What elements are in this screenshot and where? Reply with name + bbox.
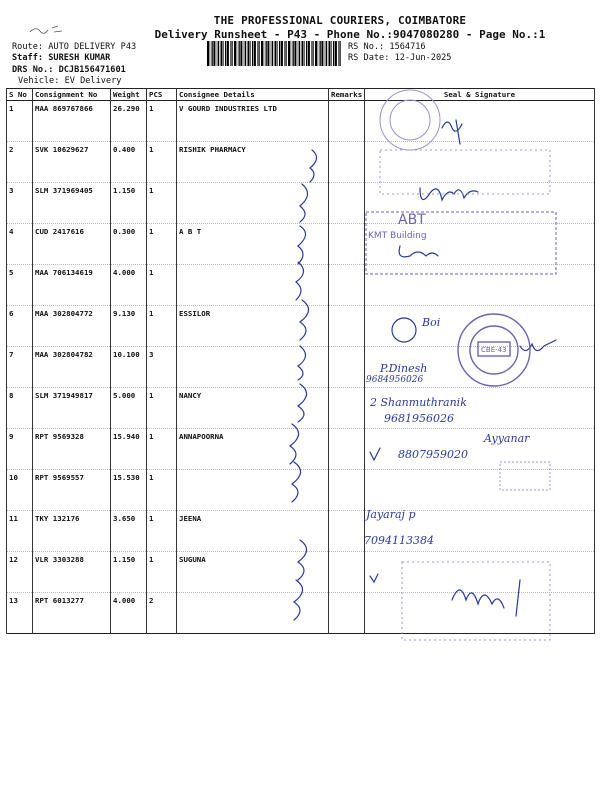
barcode-bar — [333, 41, 334, 66]
barcode-bar — [264, 41, 265, 66]
cell-signature — [365, 511, 595, 552]
barcode-bar — [281, 41, 283, 66]
barcode-bar — [225, 41, 226, 66]
cell-weight: 9.130 — [111, 306, 147, 347]
handwritten-row11-phone: 7094113384 — [364, 534, 434, 547]
cell-signature — [365, 101, 595, 142]
cell-signature — [365, 593, 595, 634]
barcode-bar — [329, 41, 331, 66]
cell-pcs: 1 — [147, 306, 177, 347]
abt-stamp-title: ABT — [398, 212, 426, 228]
column-header-sno: S No — [7, 89, 33, 101]
cell-consignment: SVK 10629627 — [33, 142, 111, 183]
cell-weight: 4.000 — [111, 265, 147, 306]
route-label: Route: AUTO DELIVERY P43 — [12, 42, 137, 52]
column-header-consignment: Consignment No — [33, 89, 111, 101]
barcode-bar — [312, 41, 313, 66]
column-header-weight: Weight — [111, 89, 147, 101]
cell-remarks — [329, 265, 365, 306]
cell-pcs: 1 — [147, 142, 177, 183]
cell-consignment: VLR 3303288 — [33, 552, 111, 593]
cell-pcs: 1 — [147, 388, 177, 429]
cell-consignee: SUGUNA — [177, 552, 329, 593]
barcode-bar — [288, 41, 290, 66]
cell-consignment: MAA 302804782 — [33, 347, 111, 388]
cell-consignment: CUD 2417616 — [33, 224, 111, 265]
handwritten-row8-name: 2 Shanmuthranik — [370, 396, 467, 409]
handwritten-row8-phone: 9681956026 — [384, 412, 454, 425]
cell-remarks — [329, 306, 365, 347]
cell-consignee — [177, 593, 329, 634]
cell-consignee — [177, 265, 329, 306]
cell-remarks — [329, 470, 365, 511]
barcode-bar — [207, 41, 209, 66]
barcode-bar — [279, 41, 280, 66]
barcode-bar — [227, 41, 229, 66]
corner-scribble-mark — [28, 24, 68, 38]
barcode-bar — [298, 41, 299, 66]
cell-pcs: 2 — [147, 593, 177, 634]
table-row — [7, 593, 595, 634]
cell-weight: 15.530 — [111, 470, 147, 511]
cell-consignment: MAA 869767866 — [33, 101, 111, 142]
barcode-bar — [237, 41, 238, 66]
table-row — [7, 552, 595, 593]
barcode-bar — [221, 41, 223, 66]
barcode-bar — [258, 41, 259, 66]
cell-remarks — [329, 183, 365, 224]
cell-consignee: ESSILOR — [177, 306, 329, 347]
barcode-bar — [277, 41, 278, 66]
barcode-bar — [261, 41, 263, 66]
cell-remarks — [329, 224, 365, 265]
table-row — [7, 511, 595, 552]
cell-consignment: RPT 9569557 — [33, 470, 111, 511]
barcode-bar — [318, 41, 319, 66]
cell-consignment: RPT 9569328 — [33, 429, 111, 470]
cell-remarks — [329, 142, 365, 183]
barcode-bar — [254, 41, 256, 66]
barcode-bar — [311, 41, 312, 66]
barcode-bar — [320, 41, 321, 66]
cell-weight: 5.000 — [111, 388, 147, 429]
handwritten-row7-phone: 9684956026 — [366, 375, 424, 385]
cell-pcs: 3 — [147, 347, 177, 388]
barcode-bar — [338, 41, 339, 66]
barcode-bar — [272, 41, 273, 66]
table-row — [7, 306, 595, 347]
cell-consignment: RPT 6013277 — [33, 593, 111, 634]
document-subtitle: Delivery Runsheet - P43 - Phone No.:9047080280 - Page No.:1 — [154, 28, 546, 41]
cell-pcs: 1 — [147, 429, 177, 470]
cell-weight: 3.650 — [111, 511, 147, 552]
cell-consignment: SLM 371949817 — [33, 388, 111, 429]
cell-remarks — [329, 552, 365, 593]
cell-weight: 26.290 — [111, 101, 147, 142]
barcode-bar — [302, 41, 304, 66]
cell-signature — [365, 347, 595, 388]
barcode-bar — [257, 41, 258, 66]
barcode-bar — [321, 41, 323, 66]
handwritten-row7-name: P.Dinesh — [380, 362, 428, 375]
cell-pcs: 1 — [147, 552, 177, 593]
barcode-bar — [275, 41, 277, 66]
barcode-bar — [339, 41, 340, 66]
cell-signature — [365, 265, 595, 306]
barcode-bar — [271, 41, 272, 66]
cell-consignee: ANNAPOORNA — [177, 429, 329, 470]
column-header-pcs: PCS — [147, 89, 177, 101]
column-header-consignee: Consignee Details — [177, 89, 329, 101]
cell-remarks — [329, 593, 365, 634]
barcode-bar — [234, 41, 236, 66]
cell-weight: 15.940 — [111, 429, 147, 470]
rs-date: RS Date: 12-Jun-2025 — [348, 53, 452, 63]
table-row — [7, 265, 595, 306]
barcode-bar — [335, 41, 337, 66]
cell-consignment: MAA 706134619 — [33, 265, 111, 306]
cell-pcs: 1 — [147, 183, 177, 224]
cell-sno: 4 — [7, 224, 33, 265]
staff-label: Staff: SURESH KUMAR — [12, 53, 111, 63]
table-row — [7, 142, 595, 183]
cell-remarks — [329, 511, 365, 552]
barcode-bar — [223, 41, 224, 66]
handwritten-row9-name: Ayyanar — [484, 432, 530, 445]
cell-sno: 8 — [7, 388, 33, 429]
cell-signature — [365, 388, 595, 429]
table-row — [7, 470, 595, 511]
cell-consignee: NANCY — [177, 388, 329, 429]
barcode-bar — [231, 41, 232, 66]
runsheet-table — [6, 88, 595, 634]
cell-signature — [365, 306, 595, 347]
barcode-bar — [331, 41, 332, 66]
cell-pcs: 1 — [147, 511, 177, 552]
table-row — [7, 347, 595, 388]
barcode-bar — [285, 41, 286, 66]
handwritten-row6: Boi — [422, 316, 441, 329]
table-row — [7, 388, 595, 429]
cell-signature — [365, 552, 595, 593]
column-header-remarks: Remarks — [329, 89, 365, 101]
barcode-bar — [212, 41, 213, 66]
barcode-bar — [245, 41, 246, 66]
cell-pcs: 1 — [147, 470, 177, 511]
barcode-bar — [326, 41, 327, 66]
cell-signature — [365, 183, 595, 224]
barcode-bar — [306, 41, 307, 66]
cell-sno: 1 — [7, 101, 33, 142]
barcode-bar — [252, 41, 253, 66]
rs-number: RS No.: 1564716 — [348, 42, 426, 52]
cell-sno: 3 — [7, 183, 33, 224]
barcode-bar — [250, 41, 251, 66]
cell-pcs: 1 — [147, 224, 177, 265]
cell-weight: 10.100 — [111, 347, 147, 388]
essilor-stamp-code: CBE-43 — [481, 346, 507, 354]
barcode-bar — [213, 41, 215, 66]
barcode-bar — [291, 41, 292, 66]
cell-consignment: SLM 371969405 — [33, 183, 111, 224]
barcode-bar — [210, 41, 211, 66]
table-row — [7, 183, 595, 224]
drs-number: DRS No.: DCJB156471601 — [12, 65, 126, 75]
cell-weight: 4.000 — [111, 593, 147, 634]
table-row — [7, 429, 595, 470]
barcode-bar — [248, 41, 250, 66]
cell-weight: 1.150 — [111, 183, 147, 224]
cell-weight: 1.150 — [111, 552, 147, 593]
cell-consignee: JEENA — [177, 511, 329, 552]
barcode-bar — [294, 41, 296, 66]
barcode-bar — [240, 41, 242, 66]
barcode-bar — [266, 41, 267, 66]
cell-signature — [365, 429, 595, 470]
handwritten-row11-name: Jayaraj p — [366, 508, 416, 521]
cell-sno: 9 — [7, 429, 33, 470]
barcode-bar — [239, 41, 240, 66]
cell-remarks — [329, 388, 365, 429]
cell-consignment: TKY 132176 — [33, 511, 111, 552]
barcode-bar — [315, 41, 317, 66]
barcode-bar — [299, 41, 300, 66]
column-header-signature: Seal & Signature — [365, 89, 595, 101]
cell-remarks — [329, 429, 365, 470]
cell-consignee — [177, 470, 329, 511]
cell-consignee: RISHIK PHARMACY — [177, 142, 329, 183]
cell-consignee: A B T — [177, 224, 329, 265]
table-row — [7, 101, 595, 142]
handwritten-row9-phone: 8807959020 — [398, 448, 468, 461]
cell-sno: 11 — [7, 511, 33, 552]
document-title: THE PROFESSIONAL COURIERS, COIMBATORE — [213, 14, 467, 27]
cell-signature — [365, 142, 595, 183]
barcode-bar — [244, 41, 245, 66]
table-row — [7, 224, 595, 265]
cell-signature — [365, 224, 595, 265]
cell-sno: 7 — [7, 347, 33, 388]
barcode-bar — [293, 41, 294, 66]
cell-consignee: V GOURD INDUSTRIES LTD — [177, 101, 329, 142]
cell-remarks — [329, 101, 365, 142]
cell-sno: 12 — [7, 552, 33, 593]
barcode-bar — [267, 41, 269, 66]
cell-signature — [365, 470, 595, 511]
barcode-image — [207, 41, 342, 66]
table-header-row — [7, 89, 595, 101]
cell-consignee — [177, 183, 329, 224]
cell-pcs: 1 — [147, 265, 177, 306]
barcode-bar — [217, 41, 218, 66]
vehicle-label: Vehicle: EV Delivery — [18, 76, 122, 86]
cell-sno: 6 — [7, 306, 33, 347]
barcode-bar — [308, 41, 310, 66]
cell-sno: 5 — [7, 265, 33, 306]
abt-stamp-line: KMT Building — [368, 231, 427, 241]
barcode-bar — [325, 41, 326, 66]
barcode-bar — [218, 41, 219, 66]
cell-weight: 0.400 — [111, 142, 147, 183]
barcode-bar — [230, 41, 231, 66]
cell-remarks — [329, 347, 365, 388]
cell-sno: 2 — [7, 142, 33, 183]
barcode-bar — [304, 41, 305, 66]
cell-consignment: MAA 302804772 — [33, 306, 111, 347]
cell-sno: 13 — [7, 593, 33, 634]
barcode-bar — [284, 41, 285, 66]
cell-consignee — [177, 347, 329, 388]
cell-sno: 10 — [7, 470, 33, 511]
cell-weight: 0.300 — [111, 224, 147, 265]
cell-pcs: 1 — [147, 101, 177, 142]
